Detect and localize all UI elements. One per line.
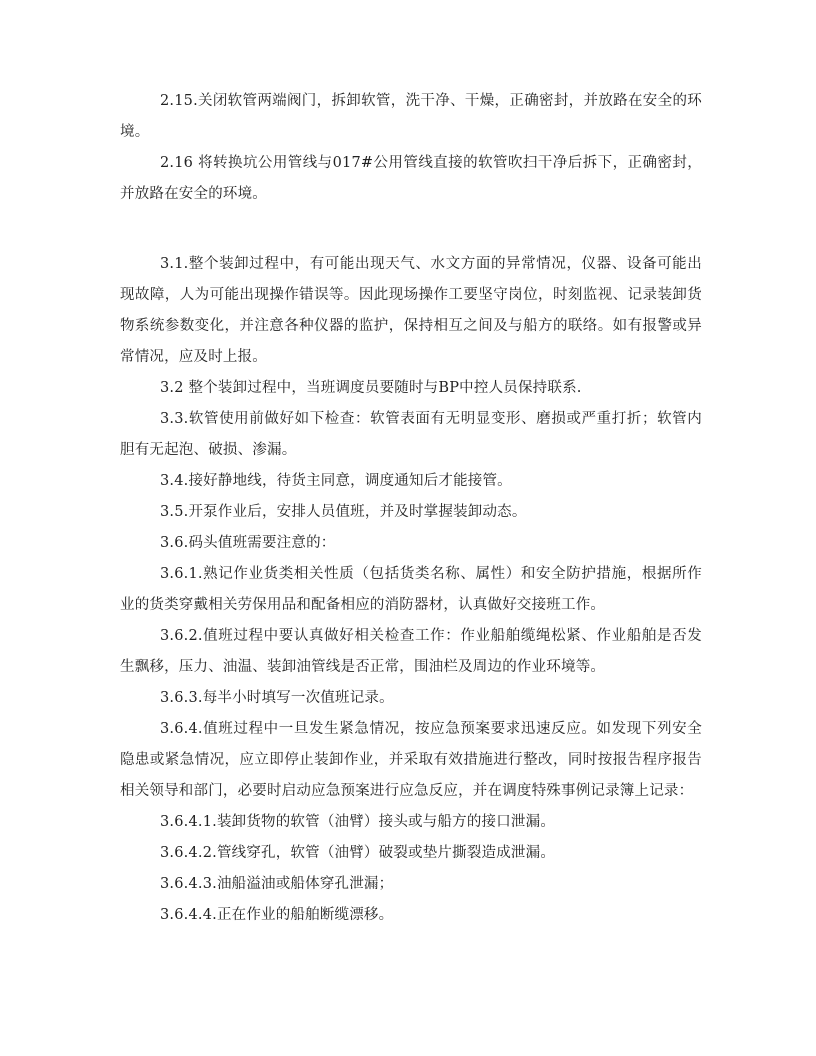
paragraph-3-6-1: 3.6.1.熟记作业货类相关性质（包括货类名称、属性）和安全防护措施，根据所作业的货类穿戴相关劳保用品和配备相应的消防器材，认真做好交接班工作。 xyxy=(120,566,702,613)
paragraph-3-6-3: 3.6.3.每半小时填写一次值班记录。 xyxy=(160,690,394,706)
paragraph-3-6-2: 3.6.2.值班过程中要认真做好相关检查工作：作业船舶缆绳松紧、作业船舶是否发生飘移，压力、油温、装卸油管线是否正常，围油栏及周边的作业环境等。 xyxy=(120,628,702,675)
paragraph-3-4: 3.4.接好静地线，待货主同意，调度通知后才能接管。 xyxy=(160,473,512,489)
section-gap xyxy=(120,210,702,249)
paragraph-3-3: 3.3.软管使用前做好如下检查：软管表面有无明显变形、磨损或严重打折；软管内胆有无起泡、破损、渗漏。 xyxy=(120,411,702,458)
paragraph-2-15: 2.15.关闭软管两端阀门，拆卸软管，洗干净、干燥，正确密封，并放路在安全的环境。 xyxy=(120,93,702,140)
paragraph-3-6-4-2: 3.6.4.2.管线穿孔，软管（油臂）破裂或垫片撕裂造成泄漏。 xyxy=(160,845,556,861)
paragraph-3-2: 3.2 整个装卸过程中，当班调度员要随时与BP中控人员保持联系. xyxy=(160,380,582,396)
paragraph-3-6-4-3: 3.6.4.3.油船溢油或船体穿孔泄漏； xyxy=(160,876,394,892)
paragraph-3-5: 3.5.开泵作业后，安排人员值班，并及时掌握装卸动态。 xyxy=(160,504,527,520)
paragraph-3-1: 3.1.整个装卸过程中，有可能出现天气、水文方面的异常情况，仪器、设备可能出现故障，人为可能出现操作错误等。因此现场操作工要坚守岗位，时刻监视、记录装卸货物系统参数变化，并注意各种仪器的监护，保持相互之间及与船方的联络。如有报警或异常情况，应及时上报。 xyxy=(120,256,702,365)
document-page xyxy=(120,86,702,931)
paragraph-3-6-4: 3.6.4.值班过程中一旦发生紧急情况，按应急预案要求迅速反应。如发现下列安全隐患或紧急情况，应立即停止装卸作业，并采取有效措施进行整改，同时按报告程序报告相关领导和部门，必要时启动应急预案进行应急反应，并在调度特殊事例记录簿上记录： xyxy=(120,721,702,799)
paragraph-3-6-4-1: 3.6.4.1.装卸货物的软管（油臂）接头或与船方的接口泄漏。 xyxy=(160,814,556,830)
paragraph-3-6: 3.6.码头值班需要注意的： xyxy=(160,535,336,551)
paragraph-2-16: 2.16 将转换坑公用管线与017#公用管线直接的软管吹扫干净后拆下，正确密封，并放路在安全的环境。 xyxy=(120,155,702,202)
paragraph-3-6-4-4: 3.6.4.4.正在作业的船舶断缆漂移。 xyxy=(160,907,394,923)
